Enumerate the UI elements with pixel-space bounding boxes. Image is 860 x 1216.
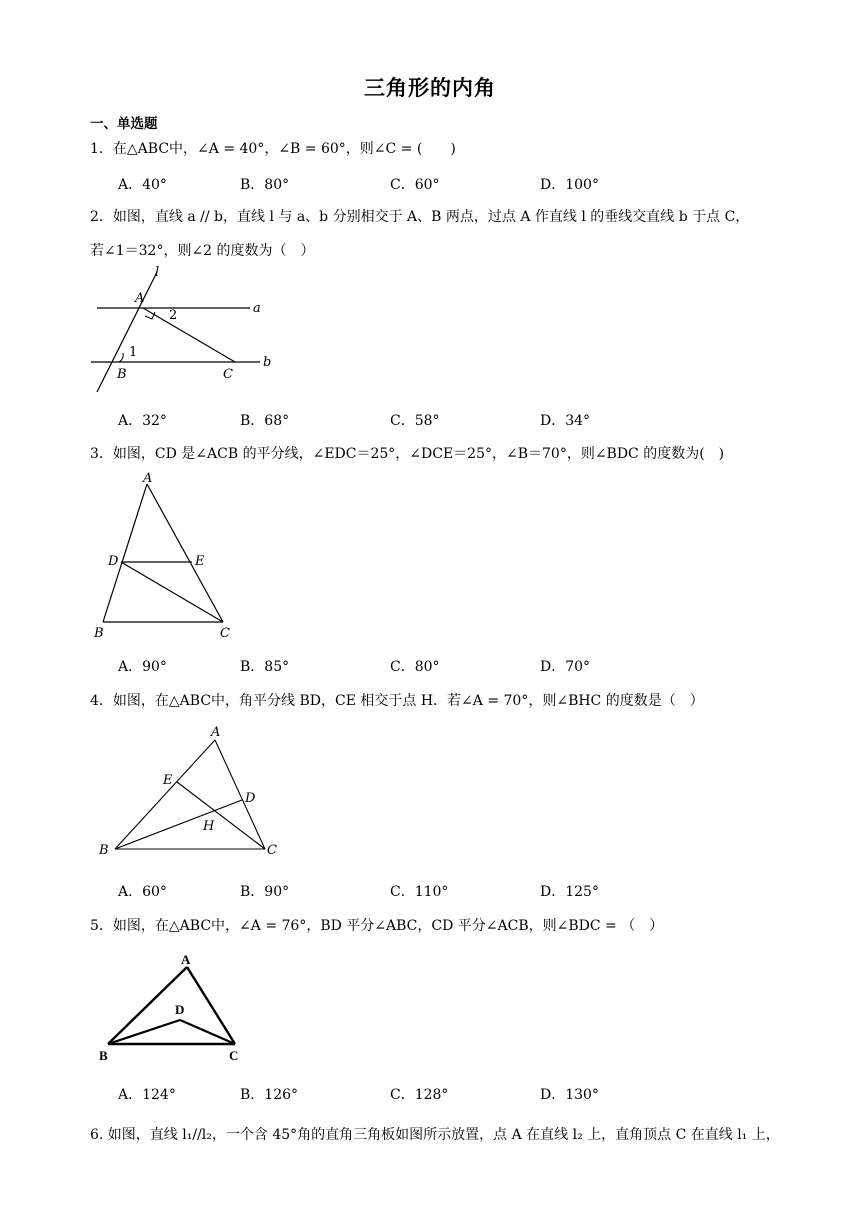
label-C: C — [223, 367, 233, 382]
label-A: A — [143, 471, 153, 486]
question-4-figure — [95, 722, 295, 862]
option-d[interactable]: D．70° — [540, 659, 591, 675]
option-a[interactable]: A．124° — [118, 1087, 176, 1103]
page-title: 三角形的内角 — [364, 76, 496, 100]
question-3-figure — [90, 470, 250, 642]
label-C: C — [229, 1048, 239, 1063]
label-H: H — [203, 819, 215, 834]
question-3-options — [0, 656, 860, 676]
option-c[interactable]: C．58° — [390, 413, 440, 429]
label-l: l — [155, 265, 160, 280]
question-2-figure — [85, 262, 285, 387]
option-a[interactable]: A．40° — [118, 177, 167, 193]
label-1: 1 — [129, 345, 138, 360]
option-d[interactable]: D．130° — [540, 1087, 599, 1103]
label-C: C — [267, 843, 277, 858]
option-b[interactable]: B．85° — [240, 659, 290, 675]
option-c[interactable]: C．128° — [390, 1087, 449, 1103]
question-1-stem: 1．在△ABC中，∠A = 40°，∠B = 60°，则∠C = ( ) — [90, 141, 456, 157]
question-1-options — [0, 174, 860, 194]
option-d[interactable]: D．34° — [540, 413, 591, 429]
question-2-stem-line2: 若∠1＝32°，则∠2 的度数为（ ） — [90, 243, 315, 259]
option-a[interactable]: A．90° — [118, 659, 167, 675]
question-2-stem-line1: 2．如图，直线 a // b，直线 l 与 a、b 分别相交于 A、B 两点，过点 A 作直线 l 的垂线交直线 b 于点 C， — [90, 209, 750, 225]
label-B: B — [94, 626, 104, 641]
label-B: B — [117, 367, 127, 382]
option-a[interactable]: A．60° — [118, 884, 167, 900]
label-D: D — [108, 554, 119, 569]
option-b[interactable]: B．80° — [240, 177, 290, 193]
option-c[interactable]: C．60° — [390, 177, 440, 193]
option-c[interactable]: C．80° — [390, 659, 440, 675]
label-a: a — [253, 301, 261, 316]
question-4-options — [0, 881, 860, 901]
question-6-stem: 6. 如图，直线 l₁//l₂，一个含 45°角的直角三角板如图所示放置，点 A 在直线 l₂ 上，直角顶点 C 在直线 l₁ 上， — [90, 1127, 780, 1143]
label-D: D — [175, 1002, 185, 1017]
label-B: B — [99, 843, 109, 858]
section-heading: 一、单选题 — [90, 116, 158, 132]
question-5-stem: 5．如图，在△ABC中，∠A = 76°，BD 平分∠ABC，CD 平分∠ACB，则∠BDC = （ ） — [90, 918, 664, 934]
label-D: D — [245, 791, 256, 806]
option-d[interactable]: D．100° — [540, 177, 599, 193]
option-a[interactable]: A．32° — [118, 413, 167, 429]
label-E: E — [195, 554, 205, 569]
option-c[interactable]: C．110° — [390, 884, 449, 900]
question-5-options — [0, 1084, 860, 1104]
option-d[interactable]: D．125° — [540, 884, 599, 900]
question-4-stem: 4．如图，在△ABC中，角平分线 BD，CE 相交于点 H．若∠A = 70°，则∠BHC 的度数是（ ） — [90, 693, 704, 709]
option-b[interactable]: B．90° — [240, 884, 290, 900]
question-3-stem: 3．如图，CD 是∠ACB 的平分线，∠EDC＝25°，∠DCE＝25°，∠B＝70°，则∠BDC 的度数为( ) — [90, 446, 725, 462]
label-A: A — [211, 725, 221, 740]
label-E: E — [163, 773, 173, 788]
option-b[interactable]: B．126° — [240, 1087, 299, 1103]
label-C: C — [220, 626, 230, 641]
label-2: 2 — [169, 308, 178, 323]
option-b[interactable]: B．68° — [240, 413, 290, 429]
question-2-options — [0, 410, 860, 430]
label-A: A — [181, 952, 191, 967]
label-A: A — [135, 291, 145, 306]
question-5-figure — [95, 950, 255, 1065]
label-b: b — [263, 355, 272, 370]
label-B: B — [99, 1048, 108, 1063]
